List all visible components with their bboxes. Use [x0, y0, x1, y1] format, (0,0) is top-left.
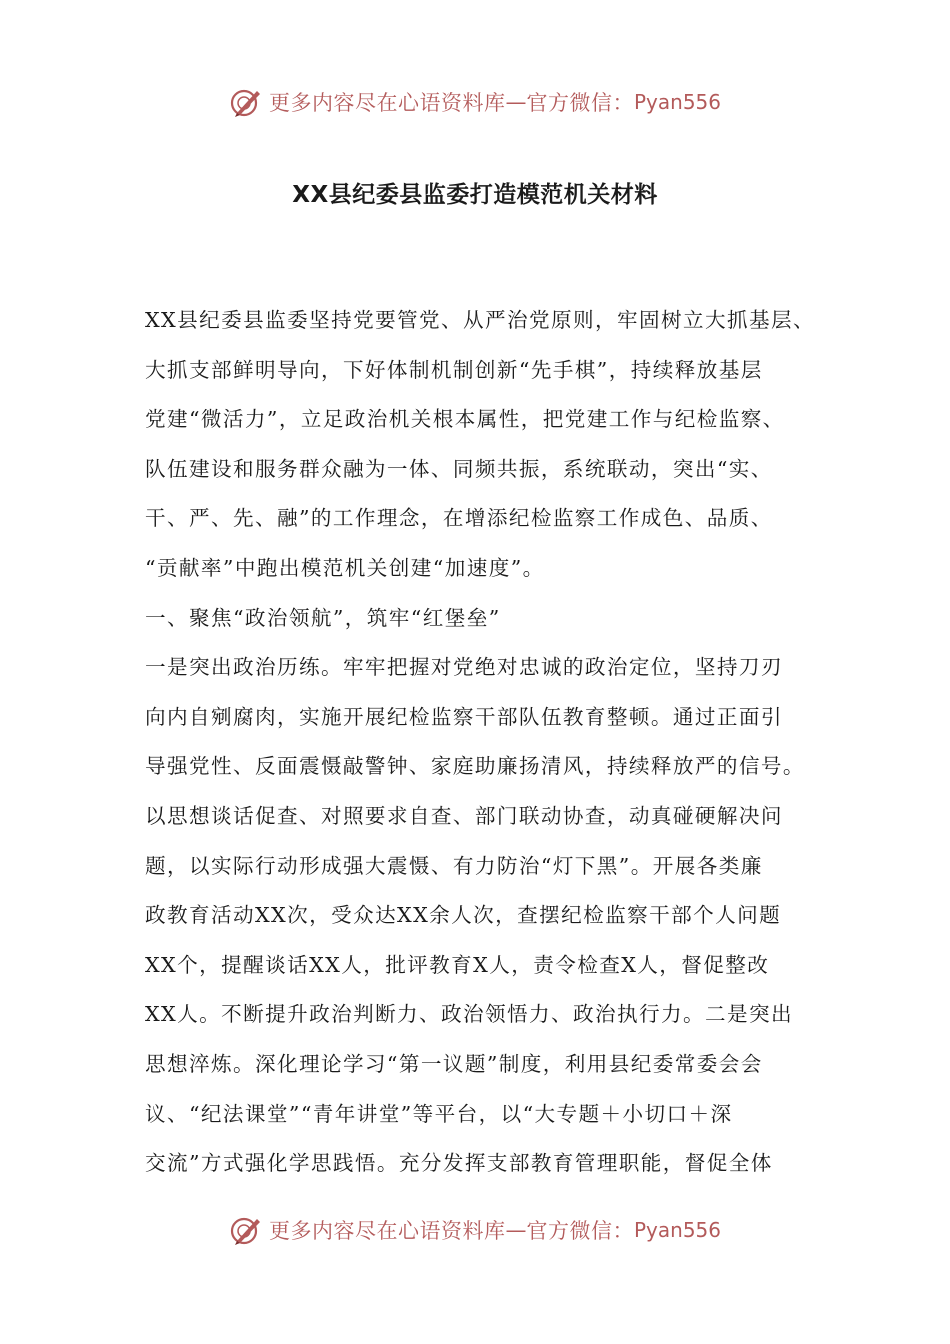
watermark-contact-id: Pyan556 — [633, 90, 721, 114]
body-line: 交流”方式强化学思践悟。充分发挥支部教育管理职能，督促全体 — [145, 1151, 773, 1176]
watermark-brand-text: 更多内容尽在心语资料库 — [268, 1219, 506, 1243]
body-line: 以思想谈话促查、对照要求自查、部门联动协查，动真碰硬解决问 — [145, 803, 783, 828]
body-line: 大抓支部鲜明导向，下好体制机制创新“先手棋”，持续释放基层 — [145, 357, 763, 382]
body-line: XX县纪委县监委坚持党要管党、从严治党原则，牢固树立大抓基层、 — [145, 308, 815, 332]
pen-logo-icon — [229, 85, 263, 119]
watermark-contact-id: Pyan556 — [633, 1218, 721, 1242]
body-line: 干、严、先、融”的工作理念，在增添纪检监察工作成色、品质、 — [145, 506, 773, 531]
body-line: XX人。不断提升政治判断力、政治领悟力、政治执行力。二是突出 — [145, 1002, 793, 1027]
pen-logo-icon — [229, 1213, 263, 1247]
body-line: XX个，提醒谈话XX人，批评教育X人，责令检查X人，督促整改 — [145, 952, 770, 977]
body-line: 议、“纪法课堂”“青年讲堂”等平台，以“大专题＋小切口＋深 — [145, 1101, 733, 1126]
watermark-banner-bottom — [0, 1210, 950, 1250]
body-line: 向内自剜腐肉，实施开展纪检监察干部队伍教育整顿。通过正面引 — [145, 704, 783, 729]
body-line: 政教育活动XX次，受众达XX余人次，查摆纪检监察干部个人问题 — [145, 903, 782, 928]
watermark-banner-top — [0, 82, 950, 122]
watermark-separator: — — [505, 1218, 527, 1242]
section-heading: 一、聚焦“政治领航”，筑牢“红堡垒” — [145, 605, 501, 630]
body-line: 题，以实际行动形成强大震慑、有力防治“灯下黑”。开展各类廉 — [145, 853, 763, 878]
body-line: 一是突出政治历练。牢牢把握对党绝对忠诚的政治定位，坚持刀刃 — [145, 655, 783, 680]
body-line: “贡献率”中跑出模范机关创建“加速度”。 — [145, 555, 545, 580]
document-title: XX县纪委县监委打造模范机关材料 — [292, 182, 658, 208]
body-line: 思想淬炼。深化理论学习“第一议题”制度，利用县纪委常委会会 — [145, 1051, 763, 1076]
body-line: 党建“微活力”，立足政治机关根本属性，把党建工作与纪检监察、 — [145, 407, 785, 432]
watermark-separator: — — [505, 90, 527, 114]
watermark-brand-text: 更多内容尽在心语资料库 — [268, 91, 506, 115]
document-body — [145, 296, 815, 1189]
body-line: 队伍建设和服务群众融为一体、同频共振，系统联动，突出“实、 — [145, 456, 773, 481]
watermark-contact-label: 官方微信： — [526, 1219, 634, 1243]
watermark-contact-label: 官方微信： — [526, 91, 634, 115]
body-line: 导强党性、反面震慑敲警钟、家庭助廉扬清风，持续释放严的信号。 — [145, 754, 805, 779]
